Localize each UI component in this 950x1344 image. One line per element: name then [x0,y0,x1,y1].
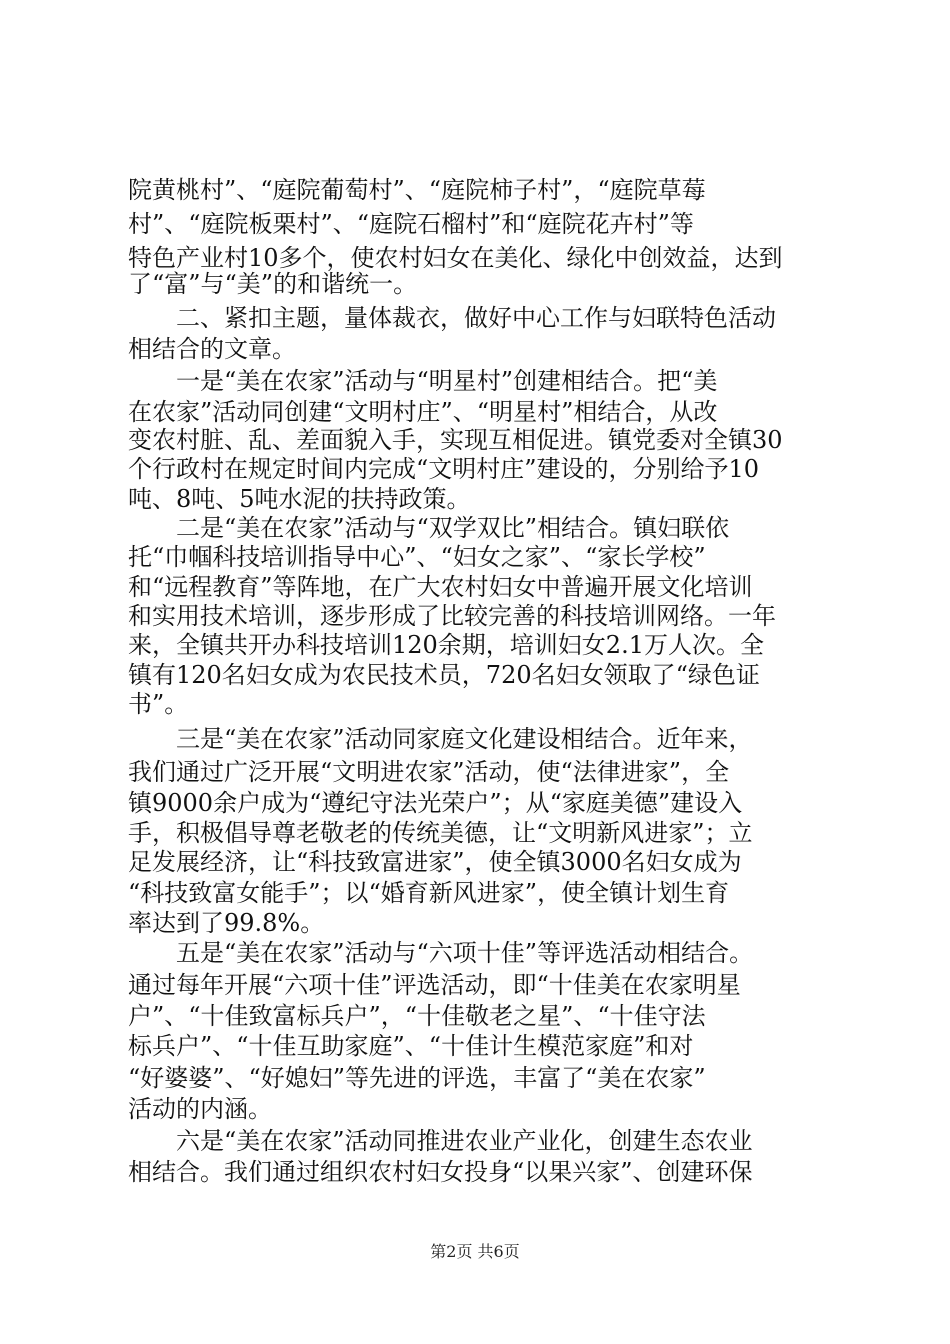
page-number-footer: 第2页 共6页 [430,1242,520,1261]
body-text-line: 活动的内涵。 [128,1095,272,1123]
body-text-line: 相结合。我们通过组织农村妇女投身“以果兴家”、创建环保 [128,1158,753,1186]
body-text-line: 标兵户”、“十佳互助家庭”、“十佳计生模范家庭”和对 [128,1032,694,1060]
body-text-line: 户”、“十佳致富标兵户”，“十佳敬老之星”、“十佳守法 [128,1002,706,1030]
body-text-line: 通过每年开展“六项十佳”评选活动，即“十佳美在农家明星 [128,971,741,999]
body-text-line: 和实用技术培训，逐步形成了比较完善的科技培训网络。一年 [128,602,776,630]
body-text-line: 镇有120名妇女成为农民技术员，720名妇女领取了“绿色证 [128,661,760,689]
body-text-line: 了“富”与“美”的和谐统一。 [128,270,418,298]
body-text-line: 变农村脏、乱、差面貌入手，实现互相促进。镇党委对全镇30 [128,426,783,454]
body-text-line: 一是“美在农家”活动与“明星村”创建相结合。把“美 [128,367,718,395]
body-text-line: 六是“美在农家”活动同推进农业产业化，创建生态农业 [128,1127,753,1155]
body-text-line: 二、紧扣主题，量体裁衣，做好中心工作与妇联特色活动 [128,304,776,332]
body-text-line: 三是“美在农家”活动同家庭文化建设相结合。近年来， [128,725,753,753]
body-text-line: 镇9000余户成为“遵纪守法光荣户”；从“家庭美德”建设入 [128,789,743,817]
body-text-line: 来，全镇共开办科技培训120余期，培训妇女2.1万人次。全 [128,631,764,659]
body-text-line: 相结合的文章。 [128,335,296,363]
body-text-line: “好婆婆”、“好媳妇”等先进的评选，丰富了“美在农家” [128,1064,706,1092]
body-text-line: 院黄桃村”、“庭院葡萄村”、“庭院柿子村”，“庭院草莓 [128,176,706,204]
body-text-line: 在农家”活动同创建“文明村庄”、“明星村”相结合，从改 [128,398,718,426]
body-text-line: 个行政村在规定时间内完成“文明村庄”建设的，分别给予10 [128,455,760,483]
body-text-line: 特色产业村10多个，使农村妇女在美化、绿化中创效益，达到 [128,244,783,272]
body-text-line: “科技致富女能手”；以“婚育新风进家”，使全镇计划生育 [128,879,730,907]
body-text-line: 村”、“庭院板栗村”、“庭院石榴村”和“庭院花卉村”等 [128,210,694,238]
body-text-line: 和“远程教育”等阵地，在广大农村妇女中普遍开展文化培训 [128,573,753,601]
body-text-line: 书”。 [128,690,189,718]
body-text-line: 二是“美在农家”活动与“双学双比”相结合。镇妇联依 [128,514,730,542]
body-text-line: 托“巾帼科技培训指导中心”、“妇女之家”、“家长学校” [128,543,706,571]
body-text-line: 率达到了99.8%。 [128,909,325,937]
body-text-line: 五是“美在农家”活动与“六项十佳”等评选活动相结合。 [128,939,754,967]
body-text-line: 足发展经济，让“科技致富进家”，使全镇3000名妇女成为 [128,848,742,876]
body-text-line: 我们通过广泛开展“文明进农家”活动，使“法律进家”，全 [128,758,730,786]
body-text-line: 吨、8吨、5吨水泥的扶持政策。 [128,485,471,513]
body-text-line: 手，积极倡导尊老敬老的传统美德，让“文明新风进家”；立 [128,819,753,847]
